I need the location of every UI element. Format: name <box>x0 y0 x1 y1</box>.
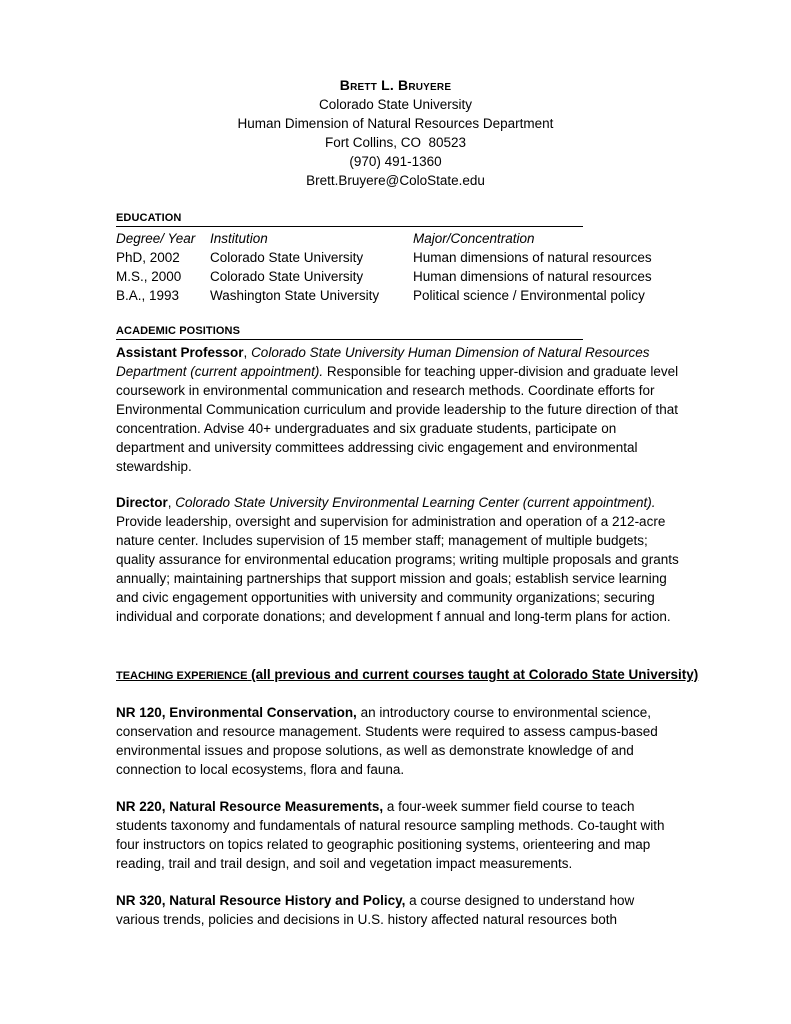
education-header-row <box>116 229 693 248</box>
column-header-major: Major/Concentration <box>413 231 535 246</box>
teaching-heading-label: TEACHING EXPERIENCE <box>116 670 248 682</box>
course-title: NR 220, Natural Resource Measurements, <box>116 799 384 814</box>
email-address: Brett.Bruyere@ColoState.edu <box>306 173 485 188</box>
course-nr-220 <box>116 797 681 873</box>
teaching-experience-heading <box>116 665 698 686</box>
major-cell: Human dimensions of natural resources <box>413 269 652 284</box>
teaching-heading-note: (all previous and current courses taught at Colorado State University) <box>247 667 699 682</box>
position-description: Responsible for teaching upper-division and graduate level coursework in environmental communication and research methods. Coordinate efforts for Environmental Communication curriculum and provide leadership to the future direction of that concentration. Advise 40+ undergraduates and six graduate students, participate on department and university committees addressing civic engagement and environmental stewardship. <box>116 364 679 474</box>
institution-cell: Washington State University <box>210 288 380 303</box>
course-title: NR 120, Environmental Conservation, <box>116 705 357 720</box>
position-director <box>116 493 681 626</box>
course-description: a course designed to understand how various trends, policies and decisions in U.S. history affected natural resources both <box>116 893 635 927</box>
course-nr-120 <box>116 703 681 779</box>
position-description: Provide leadership, oversight and supervision for administration and operation of a 212-acre nature center. Includes supervision of 15 member staff; management of multiple budgets; quality assurance for environmental education programs; writing multiple proposals and grants annually; maintaining partnerships that support mission and goals; establish service learning and civic engagement opportunities with university and community organizations; securing individual and corporate donations; and development f annual and long-term plans for action. <box>116 514 679 624</box>
institution: Colorado State University <box>318 97 473 112</box>
degree-year: PhD, 2002 <box>116 250 180 265</box>
degree-year: M.S., 2000 <box>116 269 182 284</box>
position-title: Director <box>116 495 168 510</box>
institution-cell: Colorado State University <box>210 269 364 284</box>
academic-positions-heading: ACADEMIC POSITIONS <box>116 325 241 337</box>
person-name: Brett L. Bruyere <box>339 77 452 93</box>
education-heading: EDUCATION <box>116 212 182 224</box>
table-row <box>116 286 693 305</box>
city-address: Fort Collins, CO 80523 <box>324 135 467 150</box>
education-table <box>116 229 693 305</box>
position-organization: Colorado State University Environmental Learning Center (current appointment). <box>175 495 656 510</box>
position-organization: Colorado State University Human Dimension of Natural Resources Department (current appointment). <box>116 345 650 379</box>
position-assistant-professor <box>116 343 681 476</box>
course-title: NR 320, Natural Resource History and Policy, <box>116 893 406 908</box>
institution-cell: Colorado State University <box>210 250 364 265</box>
major-cell: Political science / Environmental policy <box>413 288 645 303</box>
separator: , <box>243 345 252 360</box>
contact-header <box>0 76 791 190</box>
separator: , <box>167 495 176 510</box>
position-title: Assistant Professor <box>116 345 244 360</box>
department: Human Dimension of Natural Resources Department <box>237 116 554 131</box>
education-rule <box>116 226 583 227</box>
table-row <box>116 267 693 286</box>
course-nr-320 <box>116 891 681 929</box>
course-description: a four-week summer field course to teach students taxonomy and fundamentals of natural resource sampling methods. Co-taught with four instructors on topics related to geographic positioning systems, orienteering and map reading, trail and trail design, and soil and vegetation impact measurements. <box>116 799 665 871</box>
column-header-degree: Degree/ Year <box>116 231 196 246</box>
academic-positions-rule <box>116 339 583 340</box>
column-header-institution: Institution <box>210 231 268 246</box>
course-description: an introductory course to environmental science, conservation and resource management. Students were required to assess campus-based environmental issues and propose solutions, as well as demonstrate knowledge of and connection to local ecosystems, flora and fauna. <box>116 705 658 777</box>
degree-year: B.A., 1993 <box>116 288 180 303</box>
table-row <box>116 248 693 267</box>
phone-number: (970) 491-1360 <box>349 154 442 169</box>
major-cell: Human dimensions of natural resources <box>413 250 652 265</box>
